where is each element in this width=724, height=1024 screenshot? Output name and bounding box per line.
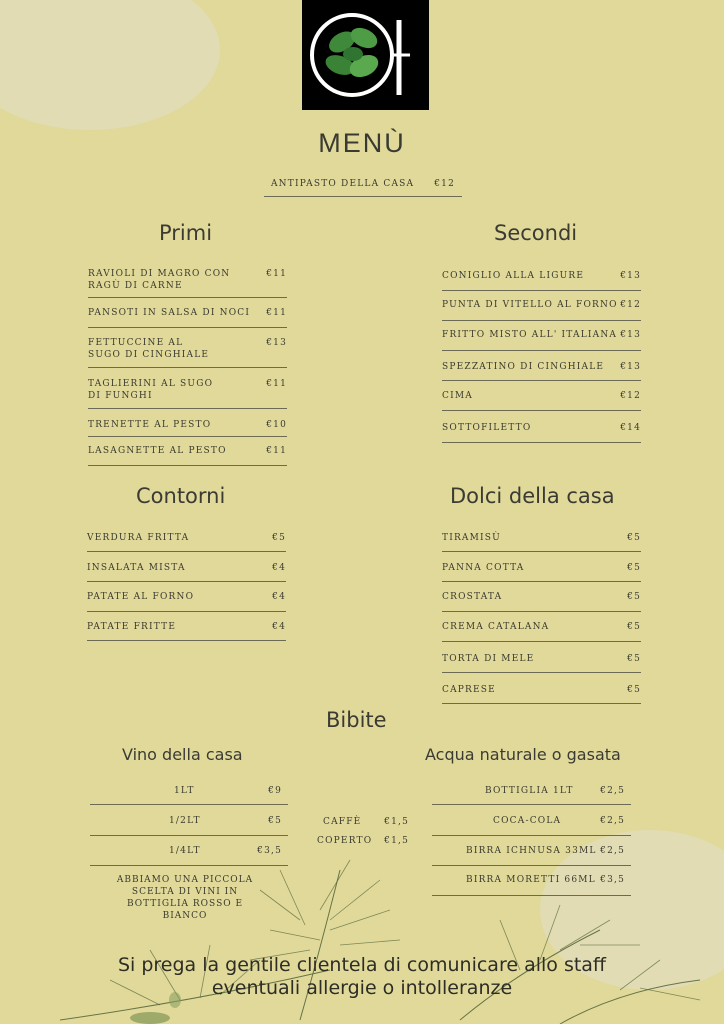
primi-heading: Primi — [159, 221, 213, 245]
menu-item — [90, 785, 288, 805]
menu-item — [88, 337, 287, 368]
item-name: PATATE AL FORNO — [87, 592, 195, 602]
allergy-notice-line2: eventuali allergie o intolleranze — [211, 977, 513, 999]
item-name: 1LT — [174, 786, 195, 796]
watercolor-stain — [0, 0, 220, 130]
item-name: RAVIOLI DI MAGRO CON RAGÙ DI CARNE — [88, 269, 231, 291]
menu-item — [88, 419, 287, 437]
item-price: €4 — [272, 622, 286, 632]
item-price: €5 — [268, 816, 282, 826]
item-price: €4 — [272, 592, 286, 602]
item-name: PANNA COTTA — [442, 563, 525, 573]
menu-item — [442, 653, 641, 673]
item-price: €5 — [627, 654, 641, 664]
basil-leaf-icon — [302, 0, 429, 110]
item-name: CREMA CATALANA — [442, 622, 550, 632]
menu-item — [442, 621, 641, 642]
item-price: €5 — [272, 533, 286, 543]
item-name: INSALATA MISTA — [87, 563, 186, 573]
item-price: €2,5 — [600, 786, 625, 796]
item-name: SPEZZATINO DI CINGHIALE — [442, 362, 605, 372]
item-price: €5 — [627, 563, 641, 573]
item-price: €13 — [620, 362, 641, 372]
bibite-heading: Bibite — [326, 708, 387, 732]
item-name: PANSOTI IN SALSA DI NOCI — [88, 308, 251, 318]
menu-item — [442, 562, 641, 582]
item-price: €1,5 — [384, 817, 409, 827]
item-price: €5 — [627, 622, 641, 632]
menu-item — [432, 785, 631, 805]
item-name: CIMA — [442, 391, 473, 401]
item-price: €11 — [266, 269, 287, 279]
item-name: FETTUCCINE AL SUGO DI CINGHIALE — [88, 338, 210, 360]
item-name: TORTA DI MELE — [442, 654, 535, 664]
logo — [302, 0, 429, 110]
item-price: €12 — [434, 179, 455, 189]
item-name: CROSTATA — [442, 592, 503, 602]
item-name: CAPRESE — [442, 685, 496, 695]
item-name: TRENETTE AL PESTO — [88, 420, 212, 430]
item-name: 1/2LT — [169, 816, 201, 826]
menu-item — [442, 361, 641, 381]
menu-item — [442, 422, 641, 443]
item-price: €13 — [620, 271, 641, 281]
item-name: ANTIPASTO DELLA CASA — [270, 179, 415, 189]
menu-item — [87, 532, 286, 552]
item-name: COPERTO — [317, 836, 373, 846]
item-price: €3,5 — [600, 875, 625, 885]
item-price: €9 — [268, 786, 282, 796]
menu-item — [87, 621, 286, 641]
menu-item — [432, 815, 631, 836]
menu-item — [87, 591, 286, 612]
menu-item — [442, 329, 641, 351]
item-price: €10 — [266, 420, 287, 430]
menu-item — [442, 532, 641, 552]
item-price: €13 — [266, 338, 287, 348]
menu-title: MENÙ — [318, 128, 406, 158]
item-name: COCA-COLA — [493, 816, 562, 826]
item-name: CONIGLIO ALLA LIGURE — [442, 271, 585, 281]
item-name: BIRRA ICHNUSA 33ML — [466, 846, 597, 856]
item-price: €2,5 — [600, 846, 625, 856]
item-name: BIRRA MORETTI 66ML — [466, 875, 596, 885]
item-name: TAGLIERINI AL SUGO DI FUNGHI — [88, 379, 214, 401]
item-price: €11 — [266, 308, 287, 318]
item-name: TIRAMISÙ — [442, 533, 501, 543]
item-name: LASAGNETTE AL PESTO — [88, 446, 227, 456]
dolci-heading: Dolci della casa — [450, 484, 615, 508]
item-name: FRITTO MISTO ALL' ITALIANA — [442, 330, 618, 340]
item-name: VERDURA FRITTA — [87, 533, 190, 543]
item-price: €12 — [620, 391, 641, 401]
menu-item — [442, 591, 641, 612]
allergy-notice-line1: Si prega la gentile clientela di comunicare allo staff — [117, 954, 607, 976]
item-price: €1,5 — [384, 836, 409, 846]
item-price: €5 — [627, 533, 641, 543]
menu-item — [88, 307, 287, 328]
item-price: €3,5 — [257, 846, 282, 856]
item-name: 1/4LT — [169, 846, 201, 856]
allergy-notice — [0, 954, 724, 1000]
item-price: €5 — [627, 685, 641, 695]
menu-item — [88, 268, 287, 298]
item-name: PATATE FRITTE — [87, 622, 177, 632]
menu-item — [88, 445, 287, 466]
menu-item — [442, 390, 641, 411]
menu-item — [442, 270, 641, 291]
vino-heading: Vino della casa — [122, 745, 243, 764]
item-price: €13 — [620, 330, 641, 340]
item-price: €4 — [272, 563, 286, 573]
item-price: €11 — [266, 379, 287, 389]
item-name: BOTTIGLIA 1LT — [485, 786, 574, 796]
menu-item — [442, 299, 641, 321]
item-price: €11 — [266, 446, 287, 456]
menu-item — [317, 816, 409, 834]
item-name: PUNTA DI VITELLO AL FORNO — [442, 300, 618, 310]
item-name: SOTTOFILETTO — [442, 423, 532, 433]
antipasto-row — [264, 178, 462, 197]
acqua-heading: Acqua naturale o gasata — [425, 745, 621, 764]
secondi-heading: Secondi — [494, 221, 578, 245]
item-price: €5 — [627, 592, 641, 602]
item-price: €2,5 — [600, 816, 625, 826]
contorni-heading: Contorni — [136, 484, 226, 508]
vino-note: ABBIAMO UNA PICCOLA SCELTA DI VINI IN BOTTIGLIA ROSSO E BIANCO — [116, 875, 254, 921]
menu-item — [442, 684, 641, 704]
item-price: €14 — [620, 423, 641, 433]
item-name: CAFFÈ — [323, 817, 362, 827]
item-price: €12 — [620, 300, 641, 310]
menu-item — [88, 378, 287, 409]
menu-item — [87, 562, 286, 582]
menu-item — [90, 815, 288, 836]
